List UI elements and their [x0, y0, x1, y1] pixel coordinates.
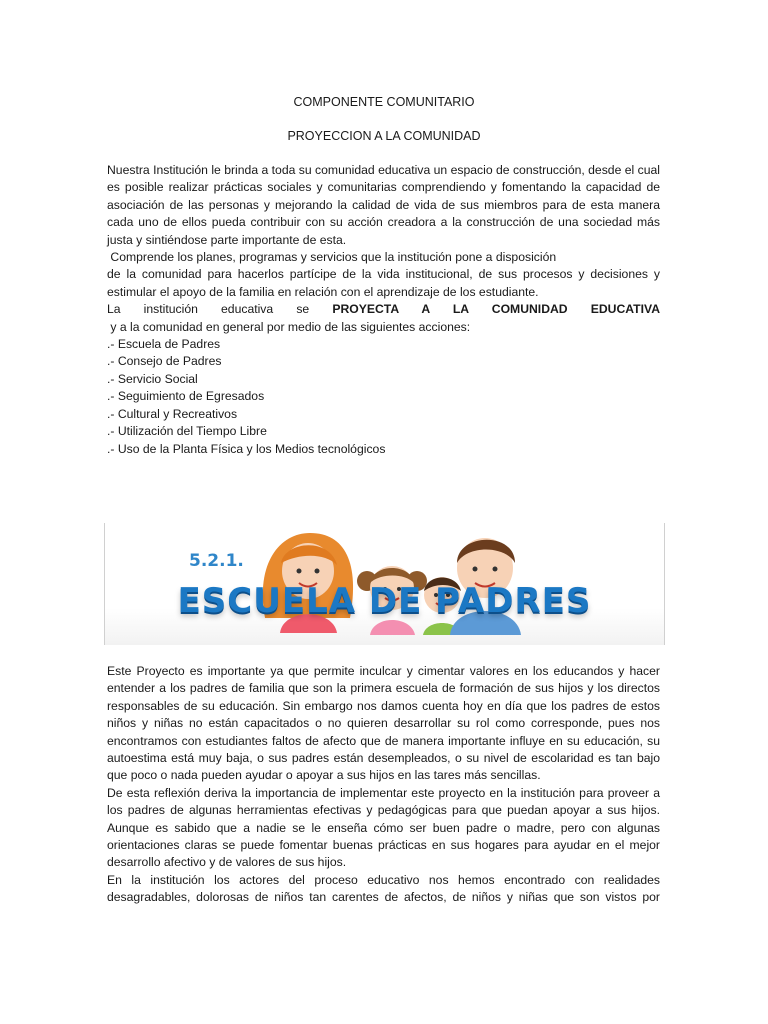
list-item: .- Servicio Social: [107, 371, 198, 386]
paragraph-institution: Nuestra Institución le brinda a toda su comunidad educativa un espacio de construcción, desde el cual es posible realizar prácticas sociales y comunitarias comprendiendo y fomentando la capacidad de asociación de las personas y mejorando la calidad de vida de sus miembros para de esta manera cada uno de ellos pueda contribuir con su acción creadora a la construcción de una sociedad más justa y sintiéndose parte importante de esta.: [107, 163, 660, 247]
list-item: .- Consejo de Padres: [107, 354, 222, 369]
paragraph-plans-line: Comprende los planes, programas y servicios que la institución pone a disposición: [107, 250, 557, 265]
list-item: .- Utilización del Tiempo Libre: [107, 424, 267, 439]
paragraph-projection: [107, 301, 660, 336]
projection-text-post: y a la comunidad en general por medio de las siguientes acciones:: [107, 319, 471, 334]
document-heading: COMPONENTE COMUNITARIO: [293, 95, 475, 109]
list-item: .- Cultural y Recreativos: [107, 406, 238, 421]
actions-list: [107, 336, 660, 458]
section-number: 5.2.1.: [189, 551, 244, 571]
paragraph-plans: de la comunidad para hacerlos partícipe de la vida institucional, de sus procesos y decisiones y estimular el apoyo de la familia en relación con el aprendizaje de los estudiante.: [107, 267, 660, 299]
paragraph-actors: En la institución los actores del proceso educativo nos hemos encontrado con realidades desagradables, dolorosas de niños tan carentes de afectos, de niños y niñas que son vistos por: [107, 872, 660, 905]
paragraph-reflection: De esta reflexión deriva la importancia de implementar este proyecto en la institución para proveer a los padres de algunas herramientas efectivas y pedagógicas para que puedan apoyar a sus hijos. Aunque es sabido que a nadie se le enseña cómo ser buen padre o madre, pero con algunas orientaciones claras se puede fomentar buenas prácticas en sus hogares para ayudar en el mejor desarrollo afectivo y de valores de sus hijos.: [107, 785, 660, 870]
project-section: [107, 663, 660, 907]
list-item: .- Escuela de Padres: [107, 337, 221, 352]
projection-emphasis: PROYECTA A LA COMUNIDAD EDUCATIVA: [332, 302, 661, 317]
escuela-de-padres-banner: [104, 523, 665, 645]
intro-section: [107, 162, 660, 458]
list-item: .- Seguimiento de Egresados: [107, 389, 265, 404]
paragraph-importance: Este Proyecto es importante ya que permite inculcar y cimentar valores en los educandos y hacer entender a los padres de familia que son la primera escuela de formación de sus hijos y los directos responsables de su educación. Sin embargo nos damos cuenta hoy en día que los padres de estos niños y niñas no están capacitados o no quieren desarrollar su rol como corresponde, pues nos encontramos con estudiantes faltos de afecto que de manera importante influye en su educación, su autoestima está muy baja, o sus padres están desempleados, o su nivel de escolaridad es tan bajo que poco o nada pueden ayudar o apoyar a sus hijos en las tares más sencillas.: [107, 664, 660, 783]
list-item: .- Uso de la Planta Física y los Medios tecnológicos: [107, 441, 386, 456]
document-subheading: PROYECCION A LA COMUNIDAD: [287, 129, 481, 143]
banner-title: ESCUELA DE PADRES: [177, 581, 592, 621]
projection-text-pre: La institución educativa se: [107, 302, 333, 317]
